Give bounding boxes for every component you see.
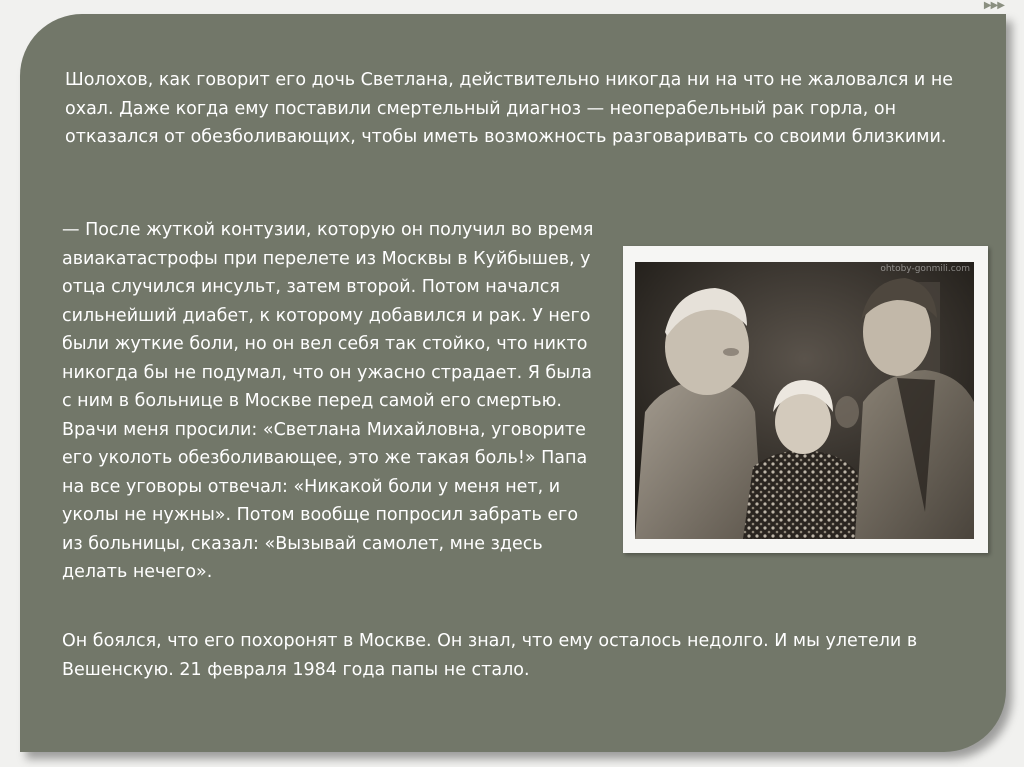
- paragraph-closing: Он боялся, что его похоронят в Москве. Он знал, что ему осталось недолго. И мы улетели в Вешенскую. 21 февраля 1984 года папы не стало.: [62, 631, 918, 680]
- paragraph-quote: — После жуткой контузии, которую он получил во время авиакатастрофы при перелете из Москвы в Куйбышев, у отца случился инсульт, затем второй. Потом начался сильнейший диабет, к которому добавился и рак. У него были жуткие боли, но он вел себя так стойко, что никто никогда бы не подумал, что он ужасно страдает. Я была с ним в больнице в Москве перед самой его смертью. Врачи меня просили: «Светлана Михайловна, уговорите его уколоть обезболивающее, это же такая боль!» Папа на все уговоры отвечал: «Никакой боли у меня нет, и уколы не нужны». Потом вообще попросил забрать его из больницы, сказал: «Вызывай самолет, мне здесь делать нечего».: [62, 220, 594, 582]
- slide-corner-arrows: ▶▶▶: [983, 0, 1004, 11]
- photo-frame: [623, 246, 988, 553]
- paragraph-intro: Шолохов, как говорит его дочь Светлана, действительно никогда ни на что не жаловался и не охал. Даже когда ему поставили смертельный диагноз — неоперабельный рак горла, он отказался от обезболивающих, чтобы иметь возможность разговаривать со своими близкими.: [65, 70, 954, 147]
- photo-illustration: [635, 262, 974, 539]
- photo-watermark: ohtoby-gonmili.com: [880, 264, 970, 274]
- historical-photo: [635, 262, 974, 539]
